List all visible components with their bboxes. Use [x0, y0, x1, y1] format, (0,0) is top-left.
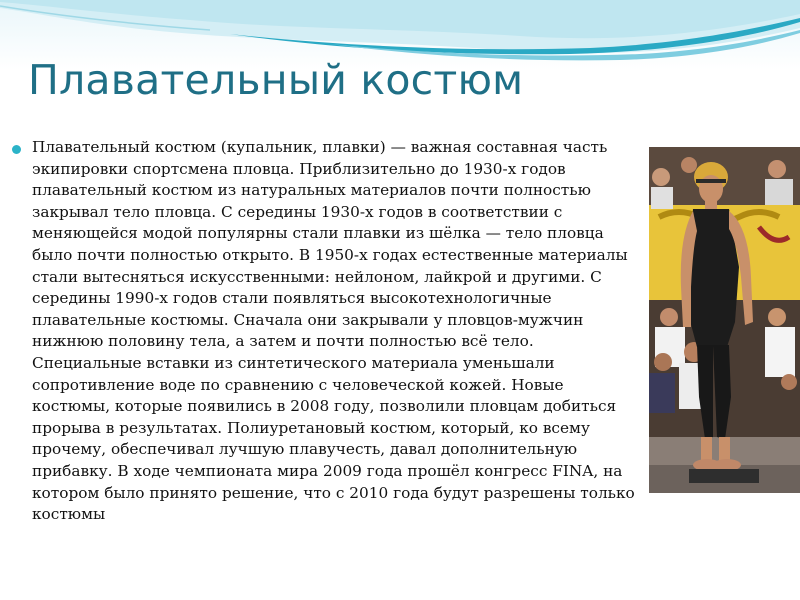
- body-text: Плавательный костюм (купальник, плавки) — важная составная часть экипировки спортсмена пловца. Приблизительно до 1930-х годов плавательный костюм из натуральных материалов почти полностью закрывал тело пловца. С середины 1930-х годов в соответствии с меняющейся модой популярны стали плавки из шёлка — тело пловца было почти полностью открыто. В 1950-х годах естественные материалы стали вытесняться искусственными: нейлоном, лайкрой и другими. С середины 1990-х годов стали появляться высокотехнологичные плавательные костюмы. Сначала они закрывали у пловцов-мужчин нижнюю половину тела, а затем и почти полностью всё тело. Специальные вставки из синтетического материала уменьшали сопротивление воде по сравнению с человеческой кожей. Новые костюмы, которые появились в 2008 году, позволили пловцам добиться прорыва в результатах. Полиуретановый костюм, который, ко всему прочему, обеспечивал лучшую плавучесть, давал дополнительную прибавку. В ходе чемпионата мира 2009 года прошёл конгресс FINA, на котором было принято решение, что с 2010 года будут разрешены только костюмы: [32, 138, 635, 524]
- slide-title: Плавательный костюм: [28, 56, 524, 104]
- bullet-icon: [12, 145, 21, 154]
- swimmer-photo: [649, 147, 800, 493]
